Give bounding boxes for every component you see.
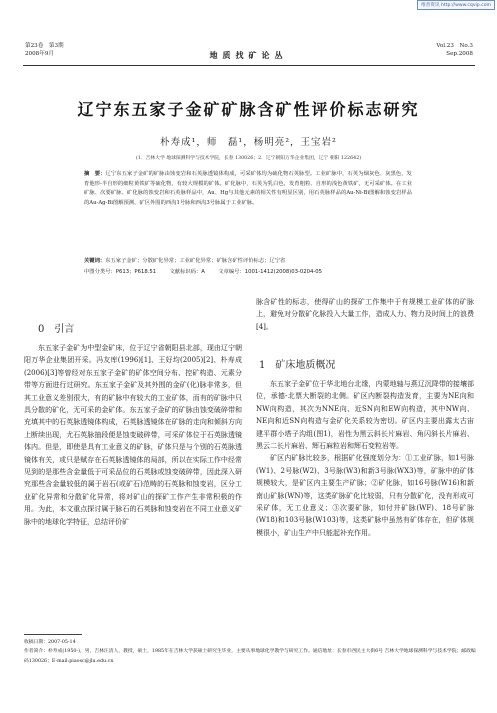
keywords-text: 东五家子金矿；分散矿化异常；工业矿化异常；矿脉含矿性评价标志；辽宁省 bbox=[105, 258, 286, 264]
header-divider bbox=[23, 65, 475, 66]
paper-title: 辽宁东五家子金矿矿脉含矿性评价标志研究 bbox=[77, 100, 420, 119]
article-number: 文章编号：1001-1412(2008)03-0204-05 bbox=[218, 269, 323, 275]
footnote-block bbox=[24, 638, 476, 666]
header-volume bbox=[436, 42, 473, 58]
clc-number: 中图分类号：P613；P618.51 bbox=[84, 269, 157, 275]
header-date-cn: 2008年9月 bbox=[25, 51, 54, 57]
section-0-heading: 0 引言 bbox=[38, 324, 75, 335]
footnote-divider bbox=[24, 634, 82, 635]
geology-paragraph-1: 东五家子金矿位于华北地台北缘，内蒙地轴与燕辽沉降带的接壤部位，承德-北票大断裂的北侧。矿区内断裂构造发育，主要为NE向和NW向构造，其次为NNE向、近SN向和EW向构造，其中NW向、NE向和近SN向构造与金矿化关系较为密切。矿区内主要出露太古宙建平群小塔子沟组(图1)，岩性为黑云斜长片麻岩、角闪斜长片麻岩、黑云二长片麻岩、辉石麻粒岩和辉石变粒岩等。 bbox=[256, 380, 474, 451]
author-bio: 作者简介：朴寿成(1950-)，男，吉林汪清人，教授，硕士，1985年在吉林大学获硕士研究生毕业，主要从事地球化学教学与研究工作。通信地址：长春市西民主大街6号 吉林大学地球探测科学与技术学院；邮政编码130026；E-mail:piaosc@jlu.edu.cn bbox=[24, 649, 476, 664]
right-column-top bbox=[256, 296, 474, 333]
header-volume-en: Vol.23 No.3 bbox=[436, 43, 473, 49]
keywords-label: 关键词： bbox=[84, 258, 106, 264]
watermark-badge[interactable]: 维普资讯 http://www.cqvip.com bbox=[417, 0, 495, 10]
header-date-en: Sep.2008 bbox=[446, 51, 473, 57]
journal-name: 地质找矿论丛 bbox=[209, 51, 288, 60]
paper-authors: 朴寿成¹，师 磊¹，杨明亮²，王宝岩² bbox=[160, 137, 337, 148]
abstract-label: 摘 要： bbox=[84, 171, 106, 177]
left-column bbox=[24, 342, 242, 528]
section-1-heading: 1 矿床地质概况 bbox=[259, 360, 336, 371]
abstract-text: 辽宁东五家子金矿的矿脉由蚀变岩和石英脉透镜体构成，可采矿体均为硫化物石英脉型。工业矿脉中，石英为烟灰色、灰黑色，发育他形-半自形的细粒黄铁矿等硫化物，有较大规模的矿体。矿化脉中，石英为乳白色，发育粗粒、自形的浅色黄铁矿，无可采矿体。在工业矿脉、次要矿脉、矿化脉的蚀变岩和石英脉样品中，Au、Hg与其他元素的相关性有明显区别，用石英脉样品的Au-Ni-Bi图解和蚀变岩样品的Au-Ag-Bi图解预测，矿区外围的西沟1号脉和西沟3号脉属于工业矿脉。 bbox=[84, 171, 412, 207]
keywords-block bbox=[84, 257, 412, 267]
right-column-body bbox=[256, 378, 474, 539]
paper-affiliation: (1．吉林大学 地球探测科学与技术学院，长春 130026；2．辽宁朝阳万华企业集团，辽宁 朝阳 122642) bbox=[135, 156, 362, 161]
document-code: 文献标识码：A bbox=[169, 269, 205, 275]
header-issue-cn: 第23卷 第3期 bbox=[25, 43, 64, 49]
abstract-block bbox=[84, 170, 412, 209]
intro-paragraph: 东五家子金矿为中型金矿床，位于辽宁省朝阳县北部，现由辽宁朝阳万华企业集团开采。冯友库(1996)[1]、王好均(2005)[2]、朴寿成(2006)[3]等曾经对东五家子金矿的矿体空间分布、控矿构造、元素分带等方面进行过研究。东五家子金矿及其外围的金矿(化)脉非常多，但其工业意义差别很大，有的矿脉中有较大的工业矿体，而有的矿脉中只具分散的矿化，无可采的金矿体。东五家子金矿的矿脉由蚀变破碎带和充填其中的石英脉透镜体构成，石英脉透镜体在矿脉的走向和倾斜方向上断续出现，尤石英脉抽段便是蚀变破碎带，可采矿体位于石英脉透镜体内。但是，即使是具有工业意义的矿脉，矿体只是与个别的石英脉透镜体有关，或只是赋存在石英脉透镜体的局部，所以在实际工作中经常见到的是那些含金量低于可采品位的石英脉或蚀变破碎带，因此深入研究那些含金量较低的属于岩石(或矿石)范畴的石英脉和蚀变岩，区分工业矿化异常和分散矿化异常，将对矿山的探矿工作产生非常积极的作用。为此，本文重点探讨属于脉石的石英脉和蚀变岩在不同工业意义矿脉中的地球化学特征，总结评价矿 bbox=[24, 344, 242, 526]
classification-line bbox=[84, 268, 412, 278]
geology-paragraph-2: 矿区内矿脉比较多，根据矿化强度划分为：①工业矿脉，如1号脉(W1)、2号脉(W2)、3号脉(W3)和新3号脉(WX3)等，矿脉中的矿体规模较大，是矿区内主要生产矿脉；②矿化脉，如16号脉(W16)和新南山矿脉(WN)等，这类矿脉矿化比较弱，只有分散矿化，没有形成可采矿体，无工业意义；③次要矿脉，如付井矿脉(WF)、18号矿脉(W18)和103号脉(W103)等，这类矿脉中虽然有矿体存在，但矿体规模很小，矿山生产中只能起补充作用。 bbox=[256, 454, 474, 537]
intro-paragraph-continued: 脉含矿性的标志，使得矿山的探矿工作集中于有规模工业矿体的矿脉上，避免对分散矿化脉投入大量工作，造成人力、物力及时间上的浪费[4]。 bbox=[256, 298, 474, 331]
received-date: 收稿日期：2007-05-14 bbox=[24, 640, 76, 645]
